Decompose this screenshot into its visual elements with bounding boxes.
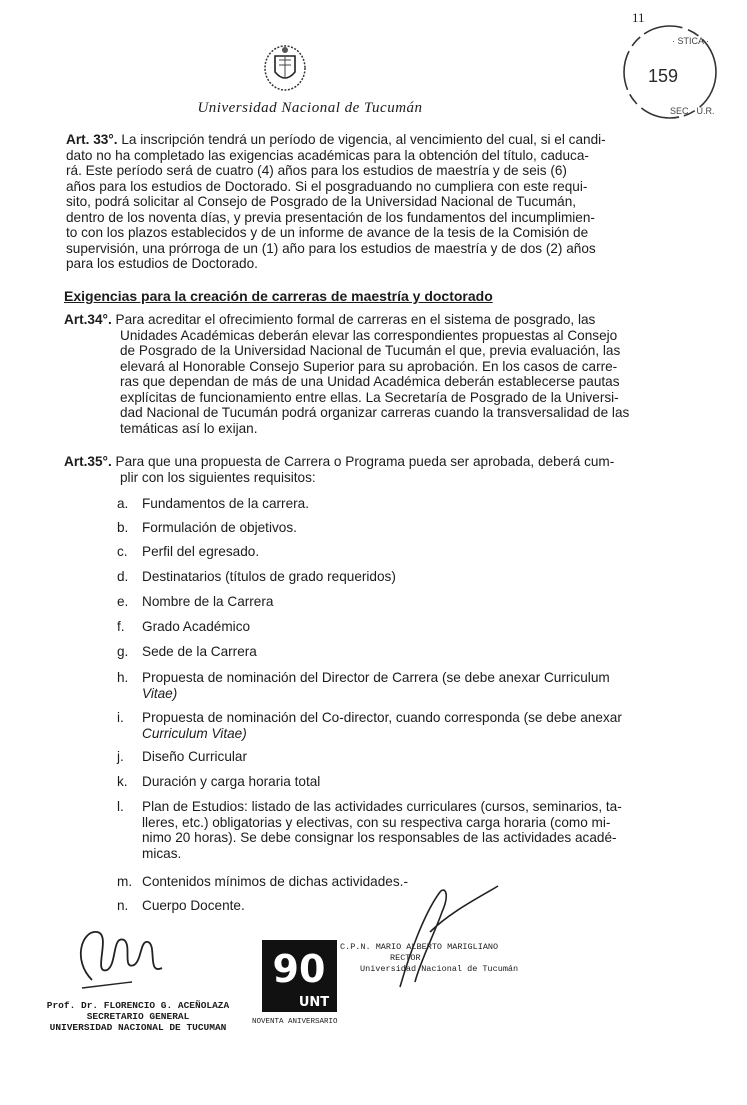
article-34-label: Art.34°. bbox=[64, 312, 112, 327]
signatory-right-block bbox=[340, 942, 530, 975]
signature-left bbox=[62, 920, 172, 995]
article-33-label: Art. 33°. bbox=[66, 132, 118, 147]
article-33-line-5: sito, podrá solicitar al Consejo de Posgrado de la Universidad Nacional de Tucumán, bbox=[66, 194, 577, 209]
article-33-line-4: años para los estudios de Doctorado. Si el posgraduando no cumpliera con este requi- bbox=[66, 178, 588, 194]
article-34-line-1: Art.34°. Para acreditar el ofrecimiento formal de carreras en el sistema de posgrado, las bbox=[64, 312, 596, 327]
article-34-line-3: de Posgrado de la Universidad Nacional de Tucumán el que, previa evaluación, las bbox=[120, 343, 621, 358]
university-header: Universidad Nacional de Tucumán bbox=[197, 100, 423, 116]
stamp-number: 159 bbox=[648, 66, 679, 86]
university-crest-icon bbox=[262, 42, 308, 92]
article-34 bbox=[64, 312, 656, 436]
article-33-line-2: dato no ha completado las exigencias académicas para la obtención del título, caduca- bbox=[66, 147, 589, 163]
article-34-line-5: ras que dependan de más de una Unidad Académica deberán establecerse pautas bbox=[120, 374, 620, 389]
svg-text:UNT: UNT bbox=[298, 995, 330, 1010]
article-34-line-7: dad Nacional de Tucumán podrá organizar carreras cuando la transversalidad de las bbox=[120, 405, 630, 420]
svg-text:· STICA ·: · STICA · bbox=[672, 36, 710, 46]
svg-text:90: 90 bbox=[272, 947, 326, 991]
signatory-left-title: SECRETARIO GENERAL bbox=[86, 1011, 190, 1022]
article-34-line-8: temáticas así lo exijan. bbox=[120, 420, 258, 436]
unt-90-anniversary-logo bbox=[262, 940, 337, 1012]
section-heading: Exigencias para la creación de carreras de maestría y doctorado bbox=[64, 288, 493, 304]
article-33-line-8: supervisión, una prórroga de un (1) año para los estudios de maestría y de dos (2) años bbox=[66, 240, 596, 256]
signatory-right-title: RECTOR bbox=[390, 953, 421, 963]
article-33-line-6: dentro de los noventa días, y previa presentación de los fundamentos del incumplimien- bbox=[66, 209, 595, 225]
article-35-line-1: Art.35°. Para que una propuesta de Carrera o Programa pueda ser aprobada, deberá cum- bbox=[64, 454, 615, 469]
article-33 bbox=[66, 132, 656, 272]
page-number: 11 bbox=[632, 10, 645, 25]
svg-text:SEC · U.R.: SEC · U.R. bbox=[670, 106, 715, 116]
article-33-line-9: para los estudios de Doctorado. bbox=[66, 256, 258, 271]
signatory-right-institution: Universidad Nacional de Tucumán bbox=[360, 964, 519, 974]
article-35 bbox=[64, 454, 656, 485]
signatory-left-block bbox=[28, 1000, 248, 1033]
logo-caption: NOVENTA ANIVERSARIO bbox=[252, 1018, 338, 1026]
signatory-right-name: C.P.N. MARIO ALBERTO MARIGLIANO bbox=[340, 942, 499, 952]
article-34-line-2: Unidades Académicas deberán elevar las correspondientes propuestas al Consejo bbox=[120, 327, 618, 343]
article-33-line-1: Art. 33°. La inscripción tendrá un período de vigencia, al vencimiento del cual, si el candi- bbox=[66, 132, 606, 147]
article-33-line-3: rá. Este período será de cuatro (4) años para los estudios de maestría y de seis (6) bbox=[66, 163, 567, 178]
signatory-left-name: Prof. Dr. FLORENCIO G. ACEÑOLAZA bbox=[46, 1000, 230, 1011]
article-35-line-2: plir con los siguientes requisitos: bbox=[120, 469, 316, 485]
article-34-line-4: elevará al Honorable Consejo Superior para su aprobación. En los casos de carre- bbox=[120, 358, 618, 374]
signatory-left-institution: UNIVERSIDAD NACIONAL DE TUCUMAN bbox=[49, 1022, 227, 1033]
article-33-line-7: to con los plazos establecidos y de un informe de avance de la tesis de la Comisión de bbox=[66, 225, 589, 240]
article-35-label: Art.35°. bbox=[64, 454, 112, 469]
article-34-line-6: explícitas de funcionamiento entre ellas. La Secretaría de Posgrado de la Universi- bbox=[120, 389, 619, 405]
